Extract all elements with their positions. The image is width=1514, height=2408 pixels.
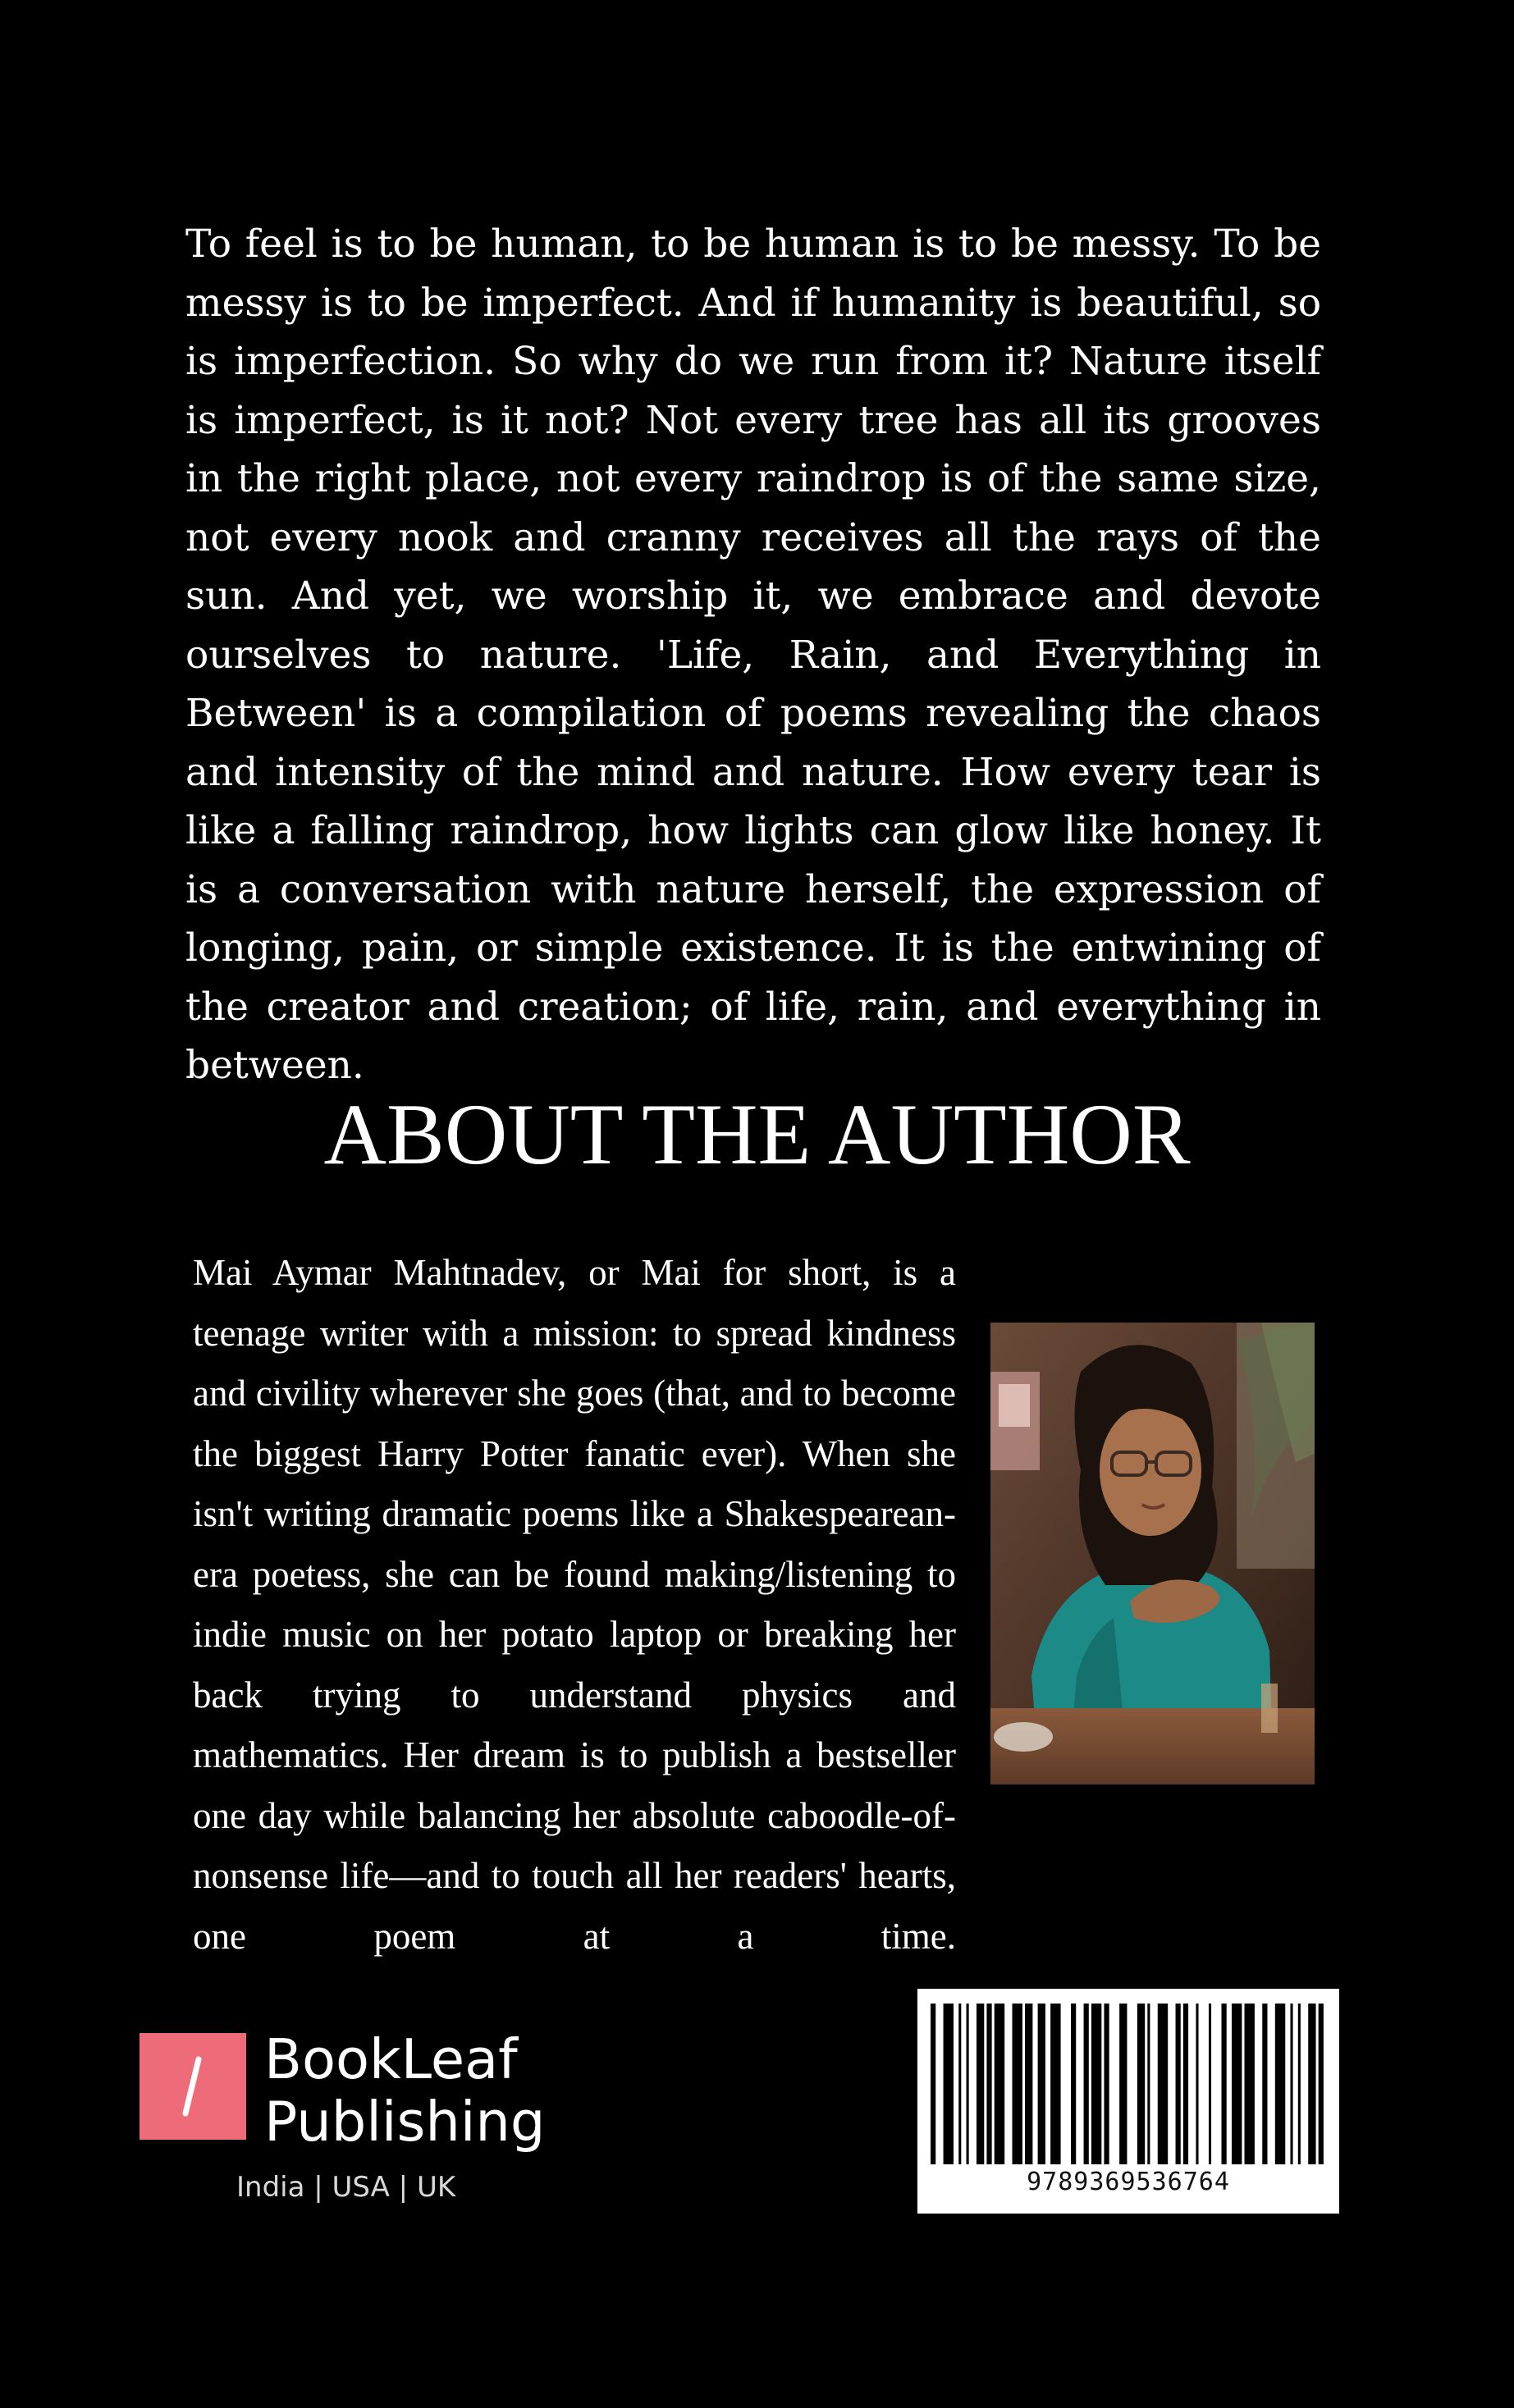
barcode-bar [1013, 2004, 1022, 2164]
barcode-bar [1025, 2004, 1032, 2164]
barcode-bar [1119, 2004, 1127, 2164]
barcode-bar [1038, 2004, 1045, 2164]
barcode-bar [1050, 2004, 1060, 2164]
barcode-bar [967, 2004, 969, 2164]
barcode-bar [958, 2004, 961, 2164]
author-bio: Mai Aymar Mahtnadev, or Mai for short, is a teenage writer with a mission: to spread kindness and civility wherever she goes (that, and to become the biggest Harry Potter fanatic ever). When she isn't writing dramatic poems like a Shakespearean-era poetess, she can be found making/listening to indie music on her potato laptop or breaking her back trying to understand physics and mathematics. Her dream is to publish a bestseller one day while balancing her absolute caboodle-of-nonsense life—and to touch all her readers' hearts, one poem at a time. [193, 1252, 956, 1957]
barcode-bar [1084, 2004, 1089, 2164]
publisher-mark [140, 2033, 246, 2140]
book-blurb: To feel is to be human, to be human is to be messy. To be messy is to be imperfect. And if humanity is beautiful, so is imperfection. So why do we run from it? Nature itself is imperfect, is it not? Not every tree has all its grooves in the right place, not every raindrop is of the same size, not every nook and cranny receives all the rays of the sun. And yet, we worship it, we embrace and devote ourselves to nature. 'Life, Rain, and Everything in Between' is a compilation of poems revealing the chaos and intensity of the mind and nature. How every tear is like a falling raindrop, how lights can glow like honey. It is a conversation with nature herself, the expression of longing, pain, or simple existence. It is the entwining of the creator and creation; of life, rain, and everything in between. [185, 222, 1321, 1088]
publisher-name-line2: Publishing [264, 2090, 546, 2154]
barcode-bar [1262, 2004, 1267, 2164]
barcode-bar [1308, 2004, 1315, 2164]
barcode-bars [931, 2004, 1326, 2164]
barcode-bar [931, 2004, 935, 2164]
barcode-bar [1275, 2004, 1285, 2164]
barcode-bar [1232, 2004, 1242, 2164]
barcode-bar [977, 2004, 984, 2164]
about-the-author-heading: ABOUT THE AUTHOR [323, 1086, 1191, 1182]
isbn-number: 9789369536764 [1027, 2168, 1230, 2196]
barcode-bar [1137, 2004, 1145, 2164]
barcode-bar [986, 2004, 991, 2164]
barcode-bar [1244, 2004, 1254, 2164]
barcode-bar [1158, 2004, 1168, 2164]
slash-icon [140, 2033, 246, 2140]
barcode-bar [1071, 2004, 1076, 2164]
barcode-bar [1091, 2004, 1101, 2164]
author-photo [990, 1323, 1315, 1784]
barcode-bar [1183, 2004, 1188, 2164]
barcode-bar [995, 2004, 1004, 2164]
barcode-bar [1176, 2004, 1181, 2164]
publisher-regions: India | USA | UK [236, 2171, 456, 2204]
barcode-bar [1319, 2004, 1324, 2164]
publisher-logo [140, 2027, 566, 2214]
barcode-bar [944, 2004, 954, 2164]
barcode-bar [1209, 2004, 1211, 2164]
isbn-barcode [917, 1989, 1339, 2214]
barcode-bar [1290, 2004, 1292, 2164]
barcode-bar [1298, 2004, 1301, 2164]
barcode-bar [1104, 2004, 1109, 2164]
publisher-name-line1: BookLeaf [264, 2027, 518, 2091]
barcode-bar [1147, 2004, 1150, 2164]
publisher-name [264, 2028, 545, 2153]
barcode-bar [1222, 2004, 1227, 2164]
barcode-bar [1196, 2004, 1198, 2164]
